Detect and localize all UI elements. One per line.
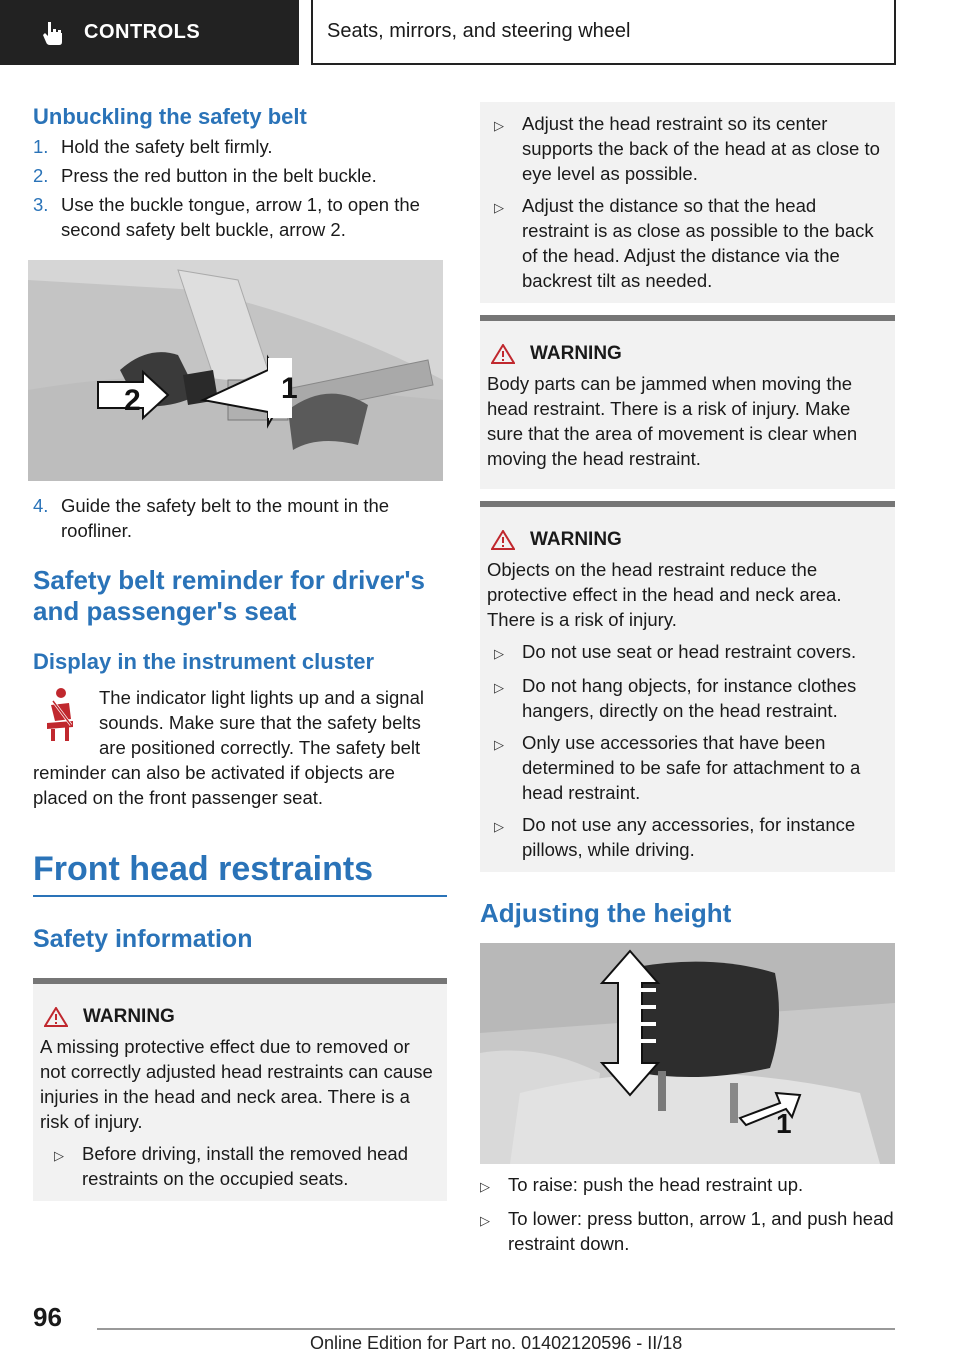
footer-rule bbox=[97, 1328, 895, 1330]
safety-info-heading: Safety information bbox=[33, 925, 253, 953]
warning-text: A missing protective effect due to removed or not correctly adjusted head restraints can cause injuries in the head and neck area. There is a risk of injury. bbox=[40, 1036, 433, 1132]
warning-text: Body parts can be jammed when moving the head restraint. There is a risk of injury. Make sure that the area of movement is clear when moving the head restraint. bbox=[487, 373, 858, 469]
adjust-bullets-box bbox=[480, 102, 895, 303]
unbuckle-heading: Unbuckling the safety belt bbox=[33, 104, 307, 129]
triangle-bullet-icon: ▷ bbox=[494, 737, 504, 752]
buckle-drawing bbox=[28, 260, 443, 481]
list-item: ▷ To lower: press button, arrow 1, and push head restraint down. bbox=[480, 1208, 894, 1254]
page-number: 96 bbox=[33, 1302, 62, 1332]
section-tab bbox=[0, 0, 299, 65]
triangle-bullet-icon: ▷ bbox=[494, 646, 504, 661]
list-item: ▷ Only use accessories that have been determined to be safe for attachment to a head restraint. bbox=[494, 732, 861, 803]
hand-pointer-icon bbox=[40, 20, 66, 46]
left-column bbox=[33, 100, 447, 1201]
warning-triangle-icon bbox=[491, 530, 515, 550]
list-item: 1. Hold the safety belt firmly. bbox=[33, 136, 273, 157]
right-column bbox=[480, 102, 895, 1256]
buckle-illustration bbox=[28, 260, 443, 481]
arrow-label-2: 2 bbox=[124, 384, 141, 417]
triangle-bullet-icon: ▷ bbox=[494, 200, 504, 215]
heading-rule bbox=[33, 895, 447, 897]
warning-title: WARNING bbox=[83, 1006, 175, 1027]
list-item: ▷ Before driving, install the removed head restraints on the occupied seats. bbox=[54, 1143, 408, 1189]
warning-triangle-icon bbox=[44, 1007, 68, 1027]
list-item: 4. Guide the safety belt to the mount in the roofliner. bbox=[33, 495, 390, 541]
list-item: 2. Press the red button in the belt buckle. bbox=[33, 165, 377, 186]
warning-triangle-icon bbox=[491, 344, 515, 364]
list-item: ▷ Adjust the head restraint so its center supports the back of the head at as close to eye level as possible. bbox=[494, 113, 880, 184]
head-restraint-drawing bbox=[480, 943, 895, 1164]
warning-title: WARNING bbox=[530, 343, 622, 364]
edition-text: Online Edition for Part no. 01402120596 - II/18 bbox=[310, 1333, 683, 1353]
list-item: ▷ Do not use seat or head restraint covers. bbox=[494, 639, 888, 666]
triangle-bullet-icon: ▷ bbox=[54, 1148, 64, 1163]
front-head-restraints-heading: Front head restraints bbox=[33, 850, 374, 888]
warning-box bbox=[480, 501, 895, 872]
warning-box bbox=[33, 978, 447, 1201]
adjust-height-heading: Adjusting the height bbox=[480, 898, 732, 928]
chapter-tab bbox=[311, 0, 896, 65]
warning-title: WARNING bbox=[530, 529, 622, 550]
display-heading: Display in the instrument cluster bbox=[33, 649, 375, 674]
list-item: ▷ To raise: push the head restraint up. bbox=[480, 1172, 895, 1199]
seatbelt-warning-icon bbox=[33, 685, 83, 745]
arrow-label-1: 1 bbox=[281, 372, 298, 405]
chapter-label: Seats, mirrors, and steering wheel bbox=[327, 20, 631, 42]
triangle-bullet-icon: ▷ bbox=[494, 680, 504, 695]
display-paragraph: The indicator light lights up and a signal sounds. Make sure that the safety belts are positioned correctly. The safety belt reminder can also be activated if objects are placed on the front passenger seat. bbox=[33, 687, 424, 808]
triangle-bullet-icon: ▷ bbox=[494, 118, 504, 133]
warning-text: Objects on the head restraint reduce the protective effect in the head and neck area. There is a risk of injury. bbox=[487, 559, 842, 630]
list-item: ▷ Adjust the distance so that the head restraint is as close as possible to the back of the head. Adjust the distance via the backrest tilt as needed. bbox=[494, 195, 874, 291]
reminder-heading: Safety belt reminder for driver's and passenger's seat bbox=[33, 565, 425, 626]
warning-box bbox=[480, 315, 895, 489]
list-item: ▷ Do not hang objects, for instance clothes hangers, directly on the head restraint. bbox=[494, 675, 857, 721]
list-item: ▷ Do not use any accessories, for instance pillows, while driving. bbox=[494, 814, 856, 860]
triangle-bullet-icon: ▷ bbox=[494, 819, 504, 834]
list-item: 3. Use the buckle tongue, arrow 1, to open the second safety belt buckle, arrow 2. bbox=[33, 194, 420, 240]
arrow-label-1: 1 bbox=[776, 1108, 792, 1139]
head-restraint-illustration bbox=[480, 943, 895, 1164]
triangle-bullet-icon: ▷ bbox=[480, 1213, 490, 1228]
triangle-bullet-icon: ▷ bbox=[480, 1179, 490, 1194]
section-label: CONTROLS bbox=[84, 21, 201, 43]
